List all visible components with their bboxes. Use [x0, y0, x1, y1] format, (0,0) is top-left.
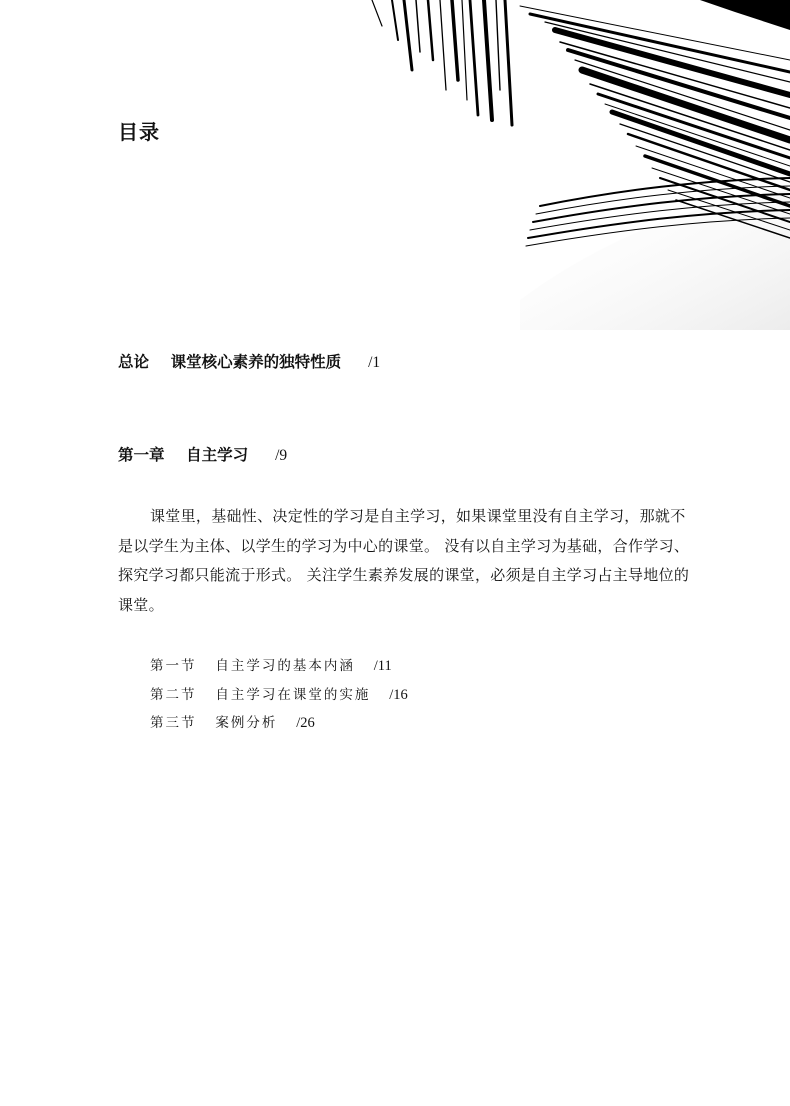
intro-label: 总论 [118, 353, 150, 371]
stripe-line [484, 0, 492, 120]
section-page: /11 [373, 658, 392, 674]
chapter-page: /9 [275, 447, 288, 464]
stripe-line [555, 30, 790, 95]
stripe-line [392, 0, 398, 40]
stripe-wedge [700, 0, 790, 30]
section-label: 第一节 [150, 658, 197, 674]
stripe-line [575, 60, 790, 130]
stripe-line [440, 0, 446, 90]
section-label: 第二节 [150, 686, 197, 703]
decorative-stripes-graphic [0, 0, 790, 330]
chapter-summary-paragraph: 课堂里，基础性、决定性的学习是自主学习，如果课堂里没有自主学习，那就不是以学生为主体、以学生的学习为中心的课堂。 没有以自主学习为基础，合作学习、探究学习都只能流于形式。 关注学生素养发展的课堂，必须是自主学习占主导地位的课堂。 [118, 507, 690, 614]
stripe-line [505, 0, 512, 125]
stripe-line [404, 0, 412, 70]
section-list [150, 652, 408, 738]
section-page: /26 [296, 715, 315, 731]
stripe-line [416, 0, 420, 52]
stripe-line [452, 0, 458, 80]
stripe-line [530, 14, 790, 72]
stripe-lines [372, 0, 790, 246]
stripe-line [582, 70, 790, 140]
toc-entry-chapter-1[interactable] [118, 443, 287, 465]
toc-entry-intro[interactable] [118, 350, 380, 372]
intro-title: 课堂核心素养的独特性质 [170, 353, 342, 371]
stripe-line [372, 0, 382, 26]
intro-page: /1 [368, 354, 381, 371]
section-page: /16 [389, 686, 408, 703]
toc-entry-section-1[interactable] [150, 652, 408, 681]
toc-entry-section-3[interactable] [150, 709, 408, 738]
stripe-line [470, 0, 478, 115]
stripe-line [428, 0, 433, 60]
section-title: 案例分析 [215, 715, 278, 731]
section-title: 自主学习在课堂的实施 [215, 686, 371, 703]
chapter-label: 第一章 [118, 446, 165, 464]
section-label: 第三节 [150, 715, 197, 731]
toc-title: 目录 [118, 120, 160, 144]
toc-entry-section-2[interactable] [150, 681, 408, 710]
section-title: 自主学习的基本内涵 [215, 658, 355, 674]
stripe-line [496, 0, 500, 90]
stripe-line [462, 0, 467, 100]
chapter-title: 自主学习 [186, 446, 249, 464]
